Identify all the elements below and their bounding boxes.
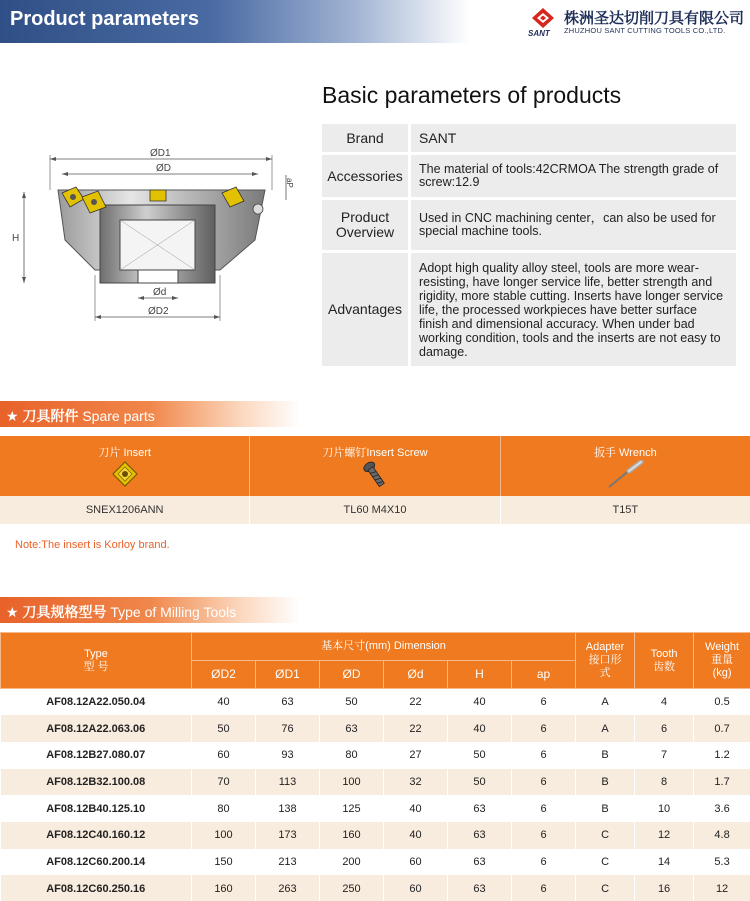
cell-d1: 113	[256, 769, 320, 796]
cell-small-d: 32	[384, 769, 448, 796]
spare-col-cn: 刀片螺钉	[322, 447, 367, 459]
col-weight	[694, 633, 750, 689]
cell-d1: 213	[256, 849, 320, 876]
cell-ap: 6	[512, 875, 576, 901]
label-d1: ØD1	[150, 148, 171, 159]
table-row	[1, 742, 750, 769]
cell-weight: 4.8	[694, 822, 750, 849]
col-dimension-en: Dimension	[393, 640, 446, 652]
cell-d: 50	[320, 689, 384, 716]
cell-h: 40	[448, 715, 512, 742]
wrench-icon	[605, 460, 645, 490]
col-tooth	[635, 633, 694, 689]
cell-d2: 80	[192, 795, 256, 822]
cell-ap: 6	[512, 822, 576, 849]
milling-tools-title	[6, 602, 236, 622]
col-type	[1, 633, 192, 689]
milling-tools-table-wrap	[0, 632, 750, 901]
spare-value-insert-screw: TL60 M4X10	[250, 496, 500, 524]
table-row	[1, 822, 750, 849]
cell-adapter: A	[576, 689, 635, 716]
cell-weight: 0.5	[694, 689, 750, 716]
cell-type: AF08.12C60.250.16	[1, 875, 192, 901]
page-header	[0, 0, 750, 43]
param-key: Brand	[322, 124, 408, 152]
cell-small-d: 22	[384, 689, 448, 716]
param-value: SANT	[411, 124, 736, 152]
insert-center-icon	[150, 190, 166, 201]
cell-type: AF08.12B40.125.10	[1, 795, 192, 822]
header-bar	[0, 0, 470, 43]
company-name-en: ZHUZHOU SANT CUTTING TOOLS CO.,LTD.	[564, 26, 726, 35]
cell-h: 63	[448, 795, 512, 822]
cell-h: 50	[448, 769, 512, 796]
logo-short-name: SANT	[528, 29, 550, 38]
cell-h: 50	[448, 742, 512, 769]
param-value: Adopt high quality alloy steel, tools are more wear-resisting, have longer service life, better strength and rigidity, more stable cutting. Inserts have longer service life, the processed workpieces have better surface finish and dimensional accuracy. When under bad working condition, tools and the inserts are not easy to damage.	[411, 253, 736, 366]
cell-weight: 12	[694, 875, 750, 901]
cell-small-d: 40	[384, 822, 448, 849]
cell-adapter: A	[576, 715, 635, 742]
basic-parameters-table	[322, 124, 736, 369]
cell-ap: 6	[512, 769, 576, 796]
cell-adapter: B	[576, 769, 635, 796]
col-weight-en: Weight	[705, 641, 740, 653]
spare-col-insert-screw	[250, 436, 500, 496]
label-d: ØD	[156, 163, 171, 174]
cell-d: 200	[320, 849, 384, 876]
cell-h: 63	[448, 849, 512, 876]
cell-h: 63	[448, 822, 512, 849]
spare-col-en: Insert Screw	[366, 447, 428, 459]
spare-parts-section-bar	[0, 401, 300, 427]
cell-tooth: 7	[635, 742, 694, 769]
milling-tools-title-en: Type of Milling Tools	[110, 604, 237, 620]
cell-d: 160	[320, 822, 384, 849]
col-type-en: Type	[84, 647, 108, 660]
col-dimension-cn: 基本尺寸(mm)	[321, 640, 391, 652]
param-row-overview	[322, 200, 736, 250]
spare-col-wrench	[501, 436, 750, 496]
spare-value-insert: SNEX1206ANN	[0, 496, 250, 524]
spare-value-wrench: T15T	[612, 504, 639, 516]
cell-adapter: C	[576, 822, 635, 849]
cell-d: 125	[320, 795, 384, 822]
table-row	[1, 769, 750, 796]
cell-small-d: 60	[384, 849, 448, 876]
cell-d2: 60	[192, 742, 256, 769]
spare-col-cn: 扳手	[593, 447, 616, 459]
cell-d: 63	[320, 715, 384, 742]
cell-weight: 1.7	[694, 769, 750, 796]
insert-brand-note: Note:The insert is Korloy brand.	[15, 539, 170, 551]
cell-adapter: C	[576, 849, 635, 876]
table-row	[1, 849, 750, 876]
cell-type: AF08.12B27.080.07	[1, 742, 192, 769]
cell-d1: 63	[256, 689, 320, 716]
cell-tooth: 16	[635, 875, 694, 901]
cell-tooth: 6	[635, 715, 694, 742]
milling-tools-section-bar	[0, 597, 300, 623]
label-d2: ØD2	[148, 306, 169, 317]
cell-d1: 93	[256, 742, 320, 769]
col-d1: ØD1	[256, 661, 320, 689]
cell-type: AF08.12B32.100.08	[1, 769, 192, 796]
spare-parts-table	[0, 436, 750, 524]
cell-type: AF08.12C60.200.14	[1, 849, 192, 876]
milling-cutter-drawing	[10, 135, 300, 335]
cell-h: 40	[448, 689, 512, 716]
col-adapter-cn: 接口形式	[588, 654, 622, 679]
cell-d2: 100	[192, 822, 256, 849]
cell-small-d: 22	[384, 715, 448, 742]
cell-weight: 3.6	[694, 795, 750, 822]
cell-small-d: 40	[384, 795, 448, 822]
cell-tooth: 4	[635, 689, 694, 716]
cell-d1: 76	[256, 715, 320, 742]
cell-d1: 263	[256, 875, 320, 901]
cell-tooth: 8	[635, 769, 694, 796]
cell-d2: 40	[192, 689, 256, 716]
cell-tooth: 10	[635, 795, 694, 822]
cell-ap: 6	[512, 715, 576, 742]
spare-parts-title-cn: ★ 刀具附件	[6, 408, 79, 424]
page-title: Product parameters	[10, 8, 199, 30]
label-small-d: Ød	[153, 287, 167, 298]
screw-icon	[362, 460, 388, 490]
param-value: The material of tools:42CRMOA The strength grade of screw:12.9	[411, 155, 736, 197]
cell-d1: 138	[256, 795, 320, 822]
cell-d: 250	[320, 875, 384, 901]
param-row-accessories	[322, 155, 736, 197]
cell-small-d: 27	[384, 742, 448, 769]
cell-d2: 70	[192, 769, 256, 796]
company-name-cn: 株洲圣达切削刀具有限公司	[564, 10, 745, 27]
param-key: Product Overview	[322, 200, 408, 250]
spare-col-cn: 刀片	[98, 447, 121, 459]
spare-col-insert	[0, 436, 250, 496]
cell-ap: 6	[512, 742, 576, 769]
milling-tools-body	[1, 689, 750, 901]
col-d2: ØD2	[192, 661, 256, 689]
cell-small-d: 60	[384, 875, 448, 901]
param-value: Used in CNC machining center，can also be used for special machine tools.	[411, 200, 736, 250]
cell-weight: 0.7	[694, 715, 750, 742]
cell-adapter: B	[576, 742, 635, 769]
cell-type: AF08.12A22.063.06	[1, 715, 192, 742]
table-row	[1, 689, 750, 716]
col-adapter	[576, 633, 635, 689]
insert-icon	[111, 460, 139, 488]
col-weight-unit: (kg)	[712, 667, 732, 679]
table-row	[1, 715, 750, 742]
col-h: H	[448, 661, 512, 689]
col-type-cn: 型 号	[83, 660, 109, 673]
cell-tooth: 12	[635, 822, 694, 849]
label-ap: aP	[285, 178, 294, 188]
col-weight-cn: 重量	[711, 654, 734, 666]
milling-tools-table	[0, 632, 750, 901]
table-row	[1, 795, 750, 822]
spare-parts-header	[0, 436, 750, 496]
cell-d2: 150	[192, 849, 256, 876]
cell-d: 80	[320, 742, 384, 769]
milling-tools-title-cn: ★ 刀具规格型号	[6, 604, 107, 620]
param-key: Accessories	[322, 155, 408, 197]
cell-tooth: 14	[635, 849, 694, 876]
company-logo	[528, 6, 743, 38]
col-dimension	[192, 633, 576, 661]
cell-d2: 50	[192, 715, 256, 742]
label-h: H	[12, 233, 20, 244]
table-row	[1, 875, 750, 901]
param-row-advantages	[322, 253, 736, 366]
spare-parts-title	[6, 406, 155, 426]
basic-parameters-title: Basic parameters of products	[322, 82, 622, 108]
col-adapter-en: Adapter	[585, 641, 625, 653]
cell-weight: 1.2	[694, 742, 750, 769]
cell-d2: 160	[192, 875, 256, 901]
col-tooth-cn: 齿数	[653, 660, 676, 673]
param-key: Advantages	[322, 253, 408, 366]
cell-weight: 5.3	[694, 849, 750, 876]
col-d: ØD	[320, 661, 384, 689]
cell-ap: 6	[512, 795, 576, 822]
col-tooth-en: Tooth	[650, 647, 678, 660]
cell-d1: 173	[256, 822, 320, 849]
cell-adapter: B	[576, 795, 635, 822]
col-small-d: Ød	[384, 661, 448, 689]
cell-type: AF08.12C40.160.12	[1, 822, 192, 849]
col-ap: ap	[512, 661, 576, 689]
spare-col-en: Wrench	[619, 447, 657, 459]
cell-ap: 6	[512, 849, 576, 876]
cell-type: AF08.12A22.050.04	[1, 689, 192, 716]
cell-ap: 6	[512, 689, 576, 716]
cell-adapter: C	[576, 875, 635, 901]
spare-col-en: Insert	[123, 447, 151, 459]
cell-h: 63	[448, 875, 512, 901]
spare-parts-title-en: Spare parts	[82, 408, 155, 424]
param-row-brand	[322, 124, 736, 152]
cell-d: 100	[320, 769, 384, 796]
spare-parts-values	[0, 496, 750, 524]
